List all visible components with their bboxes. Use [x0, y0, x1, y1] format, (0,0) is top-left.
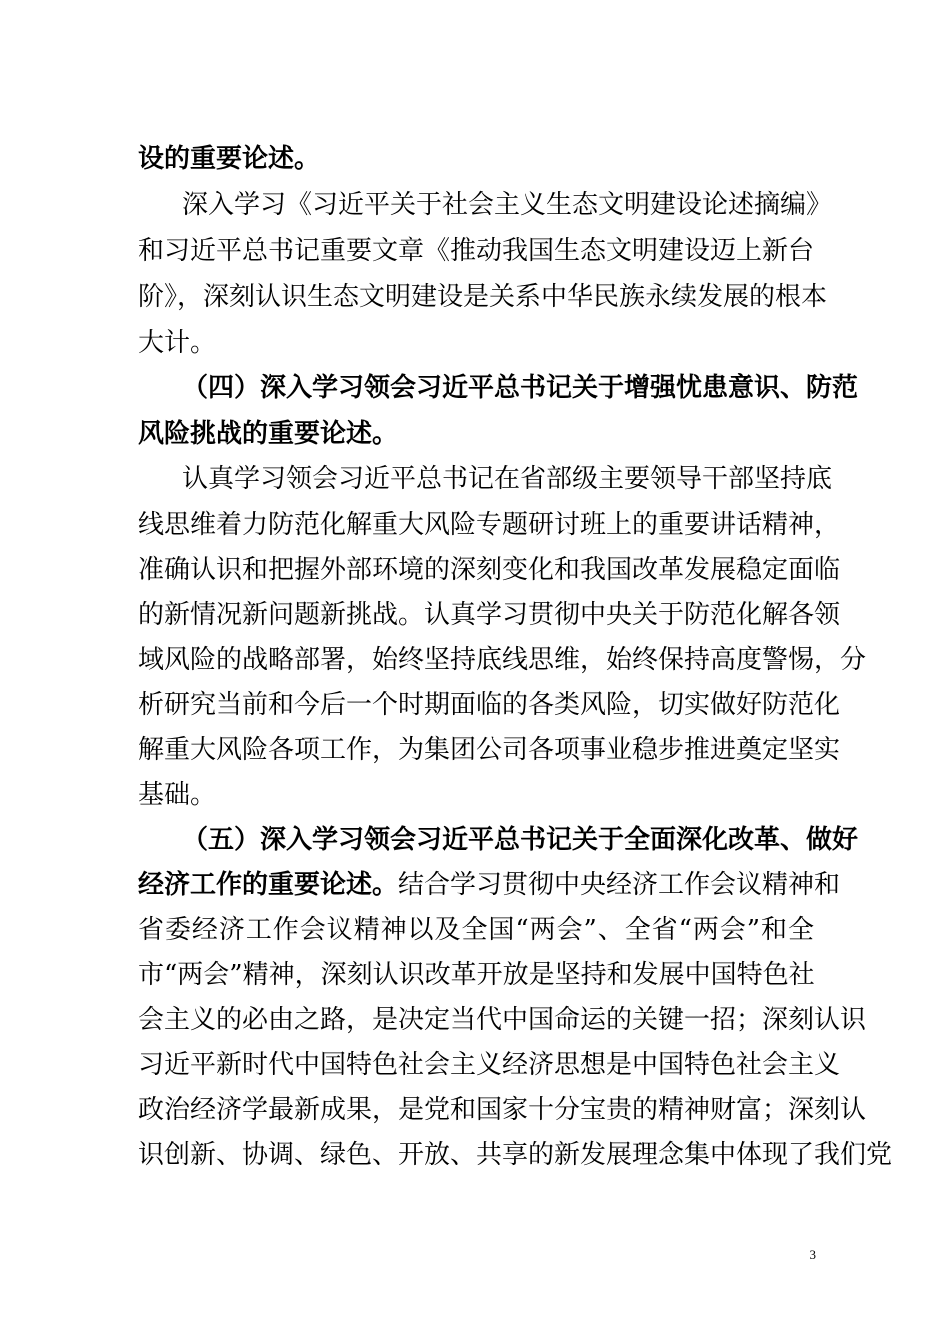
text-line: [138, 503, 841, 547]
text-segment: 和习近平总书记重要文章《推动我国生态文明建设迈上新台: [138, 236, 815, 266]
text-segment: 识创新、协调、绿色、开放、共享的新发展理念集中体现了我们党: [138, 1140, 893, 1170]
bold-segment: 设的重要论述。: [138, 144, 321, 174]
text-line: [138, 1133, 893, 1177]
text-line: [138, 548, 841, 592]
text-segment: 政治经济学最新成果，是党和国家十分宝贵的精神财富；深刻认: [138, 1095, 867, 1125]
text-segment: 的新情况新问题新挑战。认真学习贯彻中央关于防范化解各领: [138, 600, 841, 630]
text-line: [138, 728, 841, 772]
text-segment: 基础。: [138, 780, 217, 810]
text-segment: 会主义的必由之路，是决定当代中国命运的关键一招；深刻认识: [138, 1005, 867, 1035]
text-line: [138, 593, 841, 637]
text-line: [138, 863, 841, 907]
text-line: [138, 275, 828, 319]
text-line: [138, 953, 814, 997]
bold-segment: （五）深入学习领会习近平总书记关于全面深化改革、做好: [182, 825, 859, 855]
text-segment: 析研究当前和今后一个时期面临的各类风险，切实做好防范化: [138, 690, 841, 720]
section-heading-line: [182, 366, 859, 410]
text-segment: 阶》，深刻认识生态文明建设是关系中华民族永续发展的根本: [138, 282, 828, 312]
text-line: [182, 183, 833, 227]
bold-segment: 经济工作的重要论述。: [138, 870, 399, 900]
text-segment: 市“两会”精神，深刻认识改革开放是坚持和发展中国特色社: [138, 960, 815, 990]
text-segment: 结合学习贯彻中央经济工作会议精神和: [398, 870, 841, 900]
text-line: [138, 998, 867, 1042]
bold-segment: 风险挑战的重要论述。: [138, 419, 399, 449]
text-line: [138, 1088, 867, 1132]
text-segment: 认真学习领会习近平总书记在省部级主要领导干部坚持底: [182, 464, 833, 494]
page-number: 3: [809, 1247, 816, 1262]
text-segment: 习近平新时代中国特色社会主义经济思想是中国特色社会主义: [138, 1050, 841, 1080]
text-segment: 准确认识和把握外部环境的深刻变化和我国改革发展稳定面临: [138, 555, 841, 585]
section-heading-line: [182, 818, 859, 862]
text-segment: 解重大风险各项工作，为集团公司各项事业稳步推进奠定坚实: [138, 735, 841, 765]
text-segment: 大计。: [138, 328, 217, 358]
bold-segment: （四）深入学习领会习近平总书记关于增强忧患意识、防范: [182, 373, 859, 403]
text-line: [138, 137, 814, 181]
text-segment: 深入学习《习近平关于社会主义生态文明建设论述摘编》: [182, 190, 833, 220]
text-line: [138, 773, 814, 817]
text-segment: 省委经济工作会议精神以及全国“两会”、全省“两会”和全: [138, 915, 814, 945]
text-line: [138, 638, 867, 682]
text-line: [182, 457, 833, 501]
text-line: [138, 908, 814, 952]
text-segment: 线思维着力防范化解重大风险专题研讨班上的重要讲话精神，: [138, 510, 841, 540]
section-heading-line: [138, 412, 814, 456]
text-line: [138, 321, 814, 365]
text-line: [138, 1043, 841, 1087]
text-line: [138, 683, 841, 727]
text-segment: 域风险的战略部署，始终坚持底线思维，始终保持高度警惕，分: [138, 645, 867, 675]
text-line: [138, 229, 814, 273]
